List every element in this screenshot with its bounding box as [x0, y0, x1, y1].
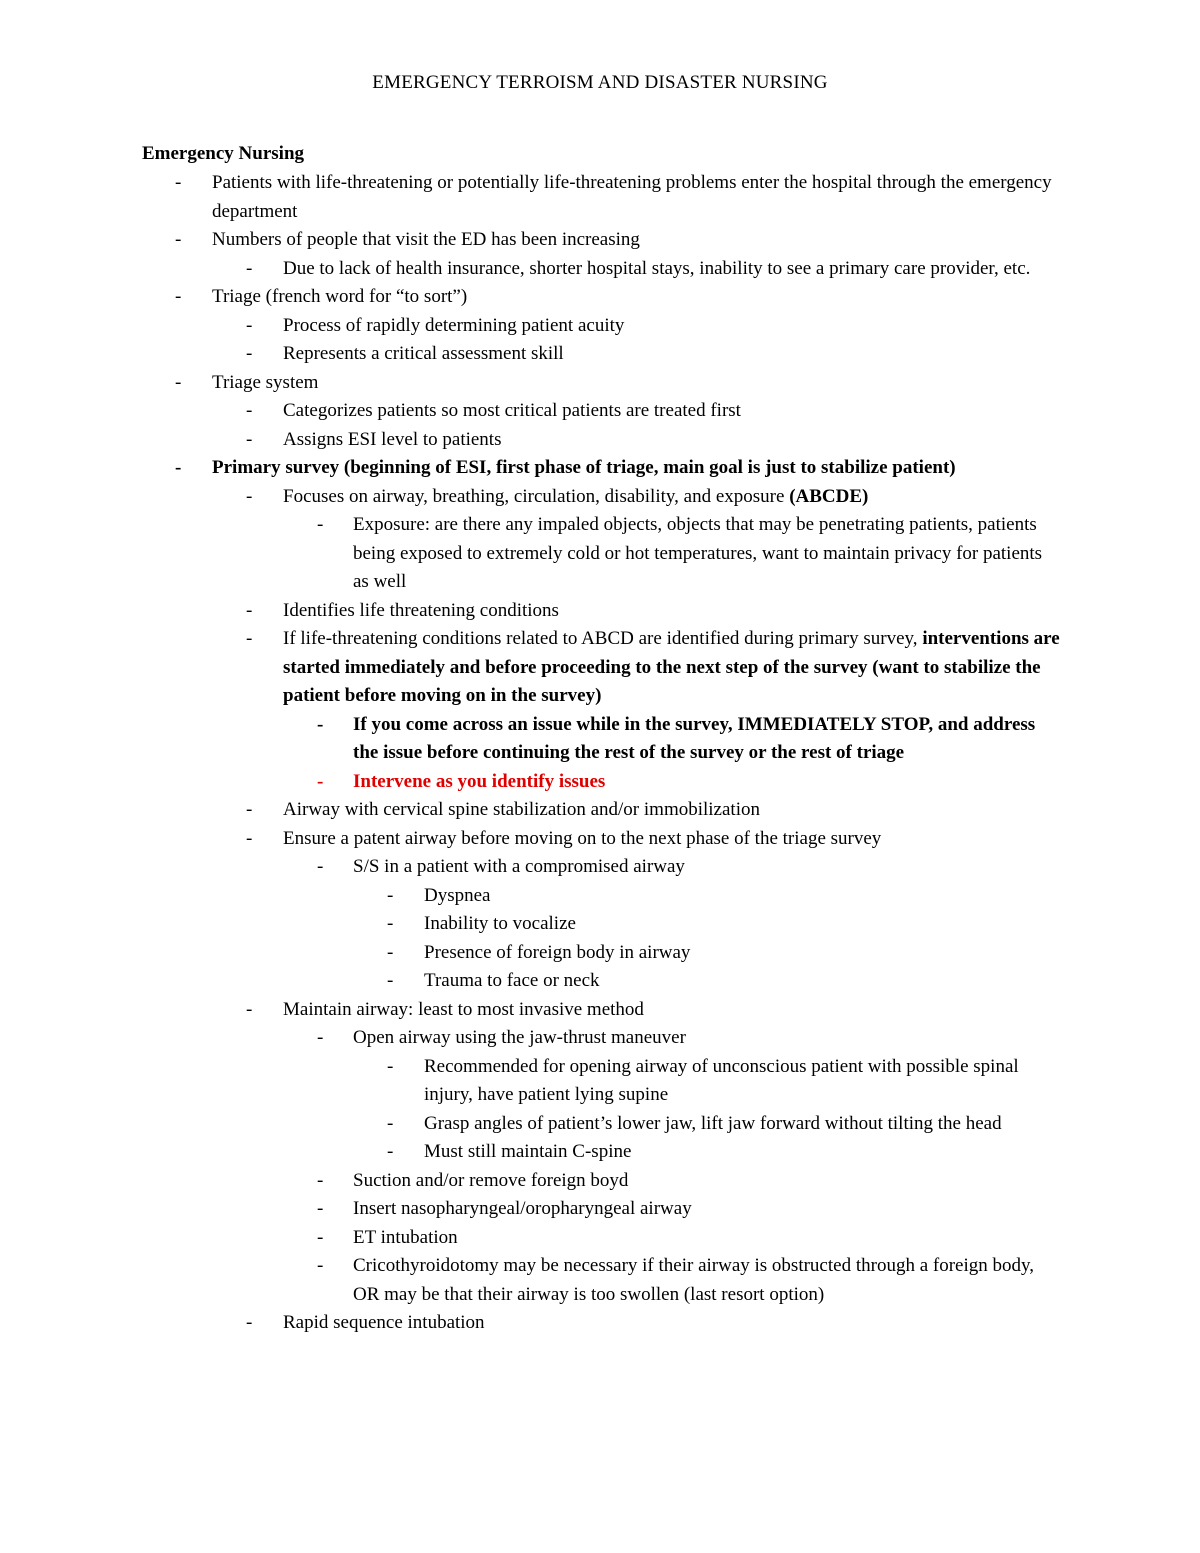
text-segment: Process of rapidly determining patient acuity: [283, 314, 625, 336]
list-item-text: [283, 825, 1060, 854]
text-segment: Cricothyroidotomy may be necessary if their airway is obstructed through a foreign body, OR may be that their airway is too swollen (last resort option): [353, 1255, 1035, 1305]
list-item-text: [353, 711, 1060, 768]
text-segment: Trauma to face or neck: [424, 970, 600, 991]
bullet-dash: -: [175, 229, 182, 250]
list-item: [0, 625, 1200, 711]
bullet-dash: -: [387, 1055, 394, 1077]
list-item-text: [424, 1053, 1060, 1110]
text-segment: Focuses on airway, breathing, circulation, disability, and exposure: [283, 485, 790, 507]
bullet-outline: [0, 169, 1200, 1338]
list-item-text: [283, 796, 1060, 825]
list-item: [0, 1024, 1200, 1053]
list-item-text: [353, 1024, 1060, 1053]
text-segment: If you come across an issue while in the survey, IMMEDIATELY STOP, and address the issue before continuing the rest of the survey or the rest of triage: [353, 713, 1036, 763]
list-item: [0, 939, 1200, 968]
list-item-text: [283, 426, 1060, 455]
text-segment: Presence of foreign body in airway: [424, 941, 691, 963]
list-item: [0, 768, 1200, 797]
list-item: [0, 1167, 1200, 1196]
list-item-text: [283, 996, 1060, 1025]
list-item-text: [212, 283, 1060, 312]
text-segment: Airway with cervical spine stabilization and/or immobilization: [283, 799, 760, 820]
bullet-dash: -: [175, 457, 182, 478]
text-segment: Open airway using the jaw-thrust maneuver: [353, 1027, 686, 1048]
text-segment: ET intubation: [353, 1226, 458, 1248]
bullet-dash: -: [317, 514, 324, 535]
list-item-text: [212, 169, 1060, 226]
list-item-text: [424, 939, 1060, 968]
list-item: [0, 226, 1200, 255]
list-item-text: [212, 454, 1060, 483]
list-item-text: [283, 625, 1060, 711]
text-segment: Intervene as you identify issues: [353, 770, 606, 792]
list-item: [0, 283, 1200, 312]
list-item-text: [353, 768, 1060, 797]
list-item: [0, 483, 1200, 512]
list-item-text: [353, 1224, 1060, 1253]
list-item-text: [353, 1252, 1060, 1309]
list-item: [0, 255, 1200, 284]
text-segment: interventions are started immediately and before proceeding to the next step of the survey (want to stabilize the patient before moving on in the survey): [283, 628, 1060, 706]
bullet-dash: -: [175, 371, 182, 393]
list-item: [0, 711, 1200, 768]
text-segment: Primary survey (beginning of ESI, first phase of triage, main goal is just to stabilize patient): [212, 457, 956, 478]
bullet-dash: -: [246, 257, 253, 279]
list-item-text: [283, 1309, 1060, 1338]
text-segment: Maintain airway: least to most invasive method: [283, 998, 644, 1020]
list-item: [0, 1053, 1200, 1110]
bullet-dash: -: [387, 1141, 394, 1162]
bullet-dash: -: [246, 343, 253, 364]
text-segment: (ABCDE): [789, 485, 869, 507]
bullet-dash: -: [175, 172, 182, 193]
text-segment: Inability to vocalize: [424, 913, 576, 934]
text-segment: Triage system: [212, 371, 319, 393]
text-segment: Patients with life-threatening or potentially life-threatening problems enter the hospital through the emergency department: [212, 172, 1052, 222]
bullet-dash: -: [317, 713, 324, 735]
text-segment: Categorizes patients so most critical patients are treated first: [283, 400, 741, 421]
bullet-dash: -: [317, 1198, 324, 1219]
list-item-text: [283, 597, 1060, 626]
bullet-dash: -: [246, 428, 253, 450]
list-item: [0, 511, 1200, 597]
list-item-text: [424, 910, 1060, 939]
bullet-dash: -: [246, 628, 253, 649]
text-segment: Rapid sequence intubation: [283, 1312, 485, 1333]
list-item-text: [353, 1195, 1060, 1224]
list-item-text: [283, 483, 1060, 512]
list-item-text: [283, 340, 1060, 369]
bullet-dash: -: [387, 970, 394, 991]
bullet-dash: -: [246, 998, 253, 1020]
bullet-dash: -: [387, 884, 394, 906]
list-item: [0, 426, 1200, 455]
text-segment: Dyspnea: [424, 884, 491, 906]
list-item-text: [424, 882, 1060, 911]
text-segment: Recommended for opening airway of unconscious patient with possible spinal injury, have patient lying supine: [424, 1055, 1019, 1105]
bullet-dash: -: [246, 1312, 253, 1333]
list-item: [0, 454, 1200, 483]
list-item: [0, 1138, 1200, 1167]
text-segment: Grasp angles of patient’s lower jaw, lift jaw forward without tilting the head: [424, 1112, 1002, 1134]
list-item: [0, 1110, 1200, 1139]
text-segment: Identifies life threatening conditions: [283, 599, 559, 621]
list-item: [0, 597, 1200, 626]
list-item-text: [353, 1167, 1060, 1196]
list-item: [0, 169, 1200, 226]
bullet-dash: -: [387, 913, 394, 934]
list-item: [0, 967, 1200, 996]
text-segment: Triage (french word for “to sort”): [212, 286, 468, 307]
bullet-dash: -: [317, 856, 324, 877]
bullet-dash: -: [317, 1169, 324, 1191]
text-segment: Suction and/or remove foreign boyd: [353, 1169, 629, 1191]
list-item: [0, 312, 1200, 341]
bullet-dash: -: [246, 827, 253, 849]
list-item-text: [212, 226, 1060, 255]
list-item-text: [283, 312, 1060, 341]
bullet-dash: -: [317, 770, 324, 792]
document-title: EMERGENCY TERROISM AND DISASTER NURSING: [372, 72, 828, 93]
text-segment: S/S in a patient with a compromised airway: [353, 856, 685, 877]
bullet-dash: -: [317, 1027, 324, 1048]
list-item: [0, 1224, 1200, 1253]
text-segment: If life-threatening conditions related to ABCD are identified during primary survey,: [283, 628, 923, 649]
list-item-text: [283, 397, 1060, 426]
bullet-dash: -: [175, 286, 182, 307]
bullet-dash: -: [246, 799, 253, 820]
text-segment: Due to lack of health insurance, shorter hospital stays, inability to see a primary care provider, etc.: [283, 257, 1031, 279]
text-segment: Numbers of people that visit the ED has been increasing: [212, 229, 640, 250]
bullet-dash: -: [387, 1112, 394, 1134]
bullet-dash: -: [246, 400, 253, 421]
bullet-dash: -: [317, 1255, 324, 1276]
bullet-dash: -: [317, 1226, 324, 1248]
text-segment: Represents a critical assessment skill: [283, 343, 564, 364]
list-item-text: [353, 853, 1060, 882]
list-item-text: [353, 511, 1060, 597]
list-item-text: [424, 1110, 1060, 1139]
list-item: [0, 1252, 1200, 1309]
text-segment: Exposure: are there any impaled objects, objects that may be penetrating patients, patients being exposed to extremely cold or hot temperatures, want to maintain privacy for patients as well: [353, 514, 1043, 592]
text-segment: Ensure a patent airway before moving on to the next phase of the triage survey: [283, 827, 882, 849]
text-segment: Insert nasopharyngeal/oropharyngeal airway: [353, 1198, 692, 1219]
section-heading: Emergency Nursing: [142, 143, 305, 164]
list-item: [0, 882, 1200, 911]
list-item: [0, 1309, 1200, 1338]
list-item: [0, 853, 1200, 882]
text-segment: Must still maintain C-spine: [424, 1141, 632, 1162]
bullet-dash: -: [387, 941, 394, 963]
text-segment: Assigns ESI level to patients: [283, 428, 502, 450]
list-item-text: [212, 369, 1060, 398]
list-item: [0, 369, 1200, 398]
list-item-text: [424, 967, 1060, 996]
list-item: [0, 825, 1200, 854]
bullet-dash: -: [246, 314, 253, 336]
list-item: [0, 1195, 1200, 1224]
list-item: [0, 910, 1200, 939]
list-item: [0, 340, 1200, 369]
list-item: [0, 796, 1200, 825]
list-item: [0, 996, 1200, 1025]
bullet-dash: -: [246, 485, 253, 507]
list-item: [0, 397, 1200, 426]
bullet-dash: -: [246, 599, 253, 621]
list-item-text: [424, 1138, 1060, 1167]
list-item-text: [283, 255, 1060, 284]
